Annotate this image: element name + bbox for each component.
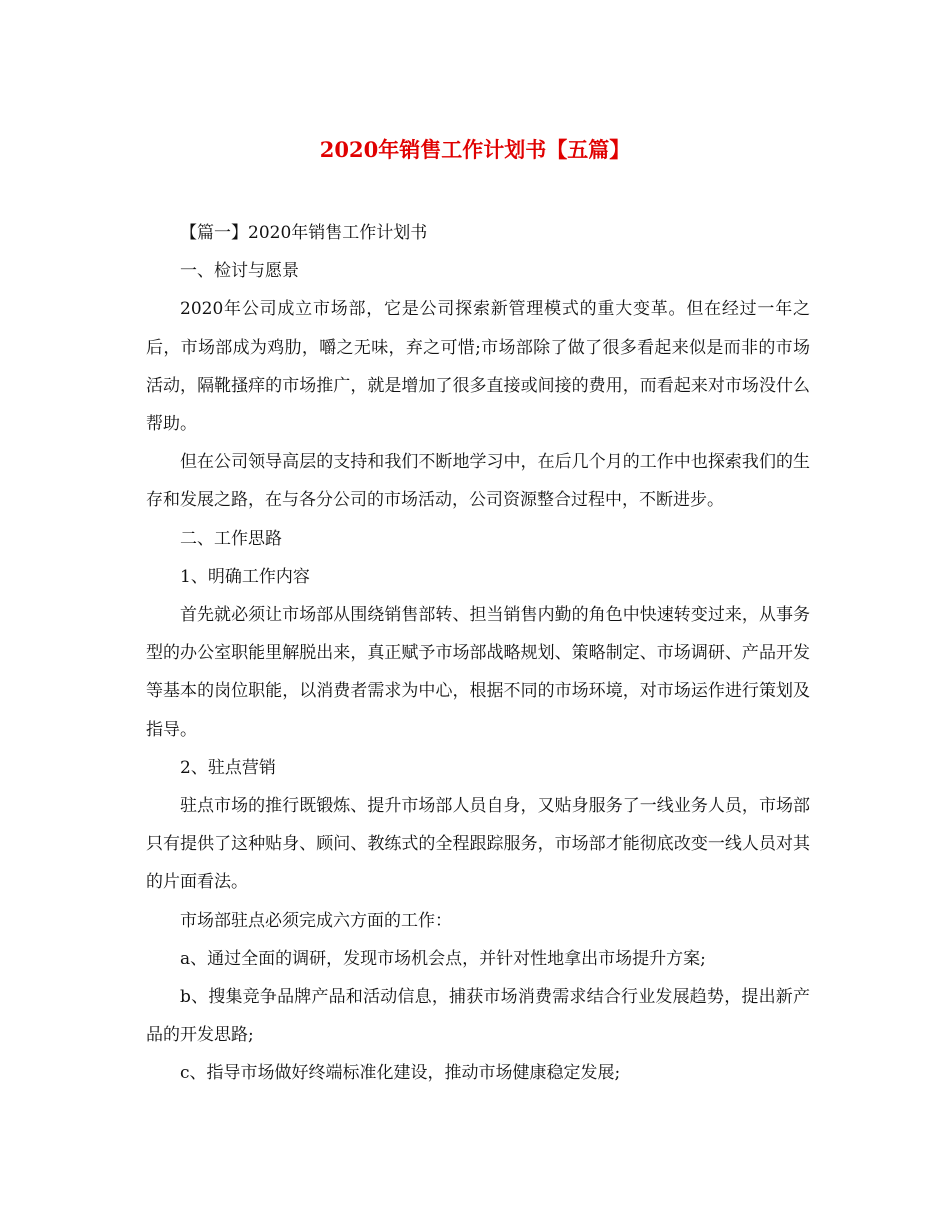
list-item-a: a、通过全面的调研，发现市场机会点，并针对性地拿出市场提升方案; xyxy=(180,948,706,969)
list-item-b: b、搜集竞争品牌产品和活动信息，捕获市场消费需求结合行业发展趋势，提出新产品的开发思路; xyxy=(146,987,810,1046)
paragraph-review-2: 但在公司领导高层的支持和我们不断地学习中，在后几个月的工作中也探索我们的生存和发展之路，在与各分公司的市场活动，公司资源整合过程中，不断进步。 xyxy=(146,452,810,511)
section-heading-work-ideas: 二、工作思路 xyxy=(180,528,282,549)
paragraph-review-1: 2020年公司成立市场部，它是公司探索新管理模式的重大变革。但在经过一年之后，市场部成为鸡肋，嚼之无味，弃之可惜;市场部除了做了很多看起来似是而非的市场活动，隔靴搔痒的市场推广，就是增加了很多直接或间接的费用，而看起来对市场没什么帮助。 xyxy=(146,299,810,435)
paragraph-six-tasks: 市场部驻点必须完成六方面的工作： xyxy=(180,910,452,931)
list-item-c: c、指导市场做好终端标准化建设，推动市场健康稳定发展; xyxy=(180,1063,621,1084)
section-heading-review: 一、检讨与愿景 xyxy=(180,261,299,282)
paragraph-work-content: 首先就必须让市场部从围绕销售部转、担当销售内勤的角色中快速转变过来，从事务型的办公室职能里解脱出来，真正赋予市场部战略规划、策略制定、市场调研、产品开发等基本的岗位职能，以消费者需求为中心，根据不同的市场环境，对市场运作进行策划及指导。 xyxy=(146,605,810,740)
document-title: 2020年销售工作计划书【五篇】 xyxy=(319,137,631,162)
document-body xyxy=(146,214,810,1093)
subheading-onsite-marketing: 2、驻点营销 xyxy=(180,757,276,778)
section-heading-part-one: 【篇一】2020年销售工作计划书 xyxy=(180,223,428,243)
subheading-work-content: 1、明确工作内容 xyxy=(180,566,310,587)
paragraph-onsite-marketing: 驻点市场的推行既锻炼、提升市场部人员自身，又贴身服务了一线业务人员，市场部只有提供了这种贴身、顾问、教练式的全程跟踪服务，市场部才能彻底改变一线人员对其的片面看法。 xyxy=(146,796,810,893)
